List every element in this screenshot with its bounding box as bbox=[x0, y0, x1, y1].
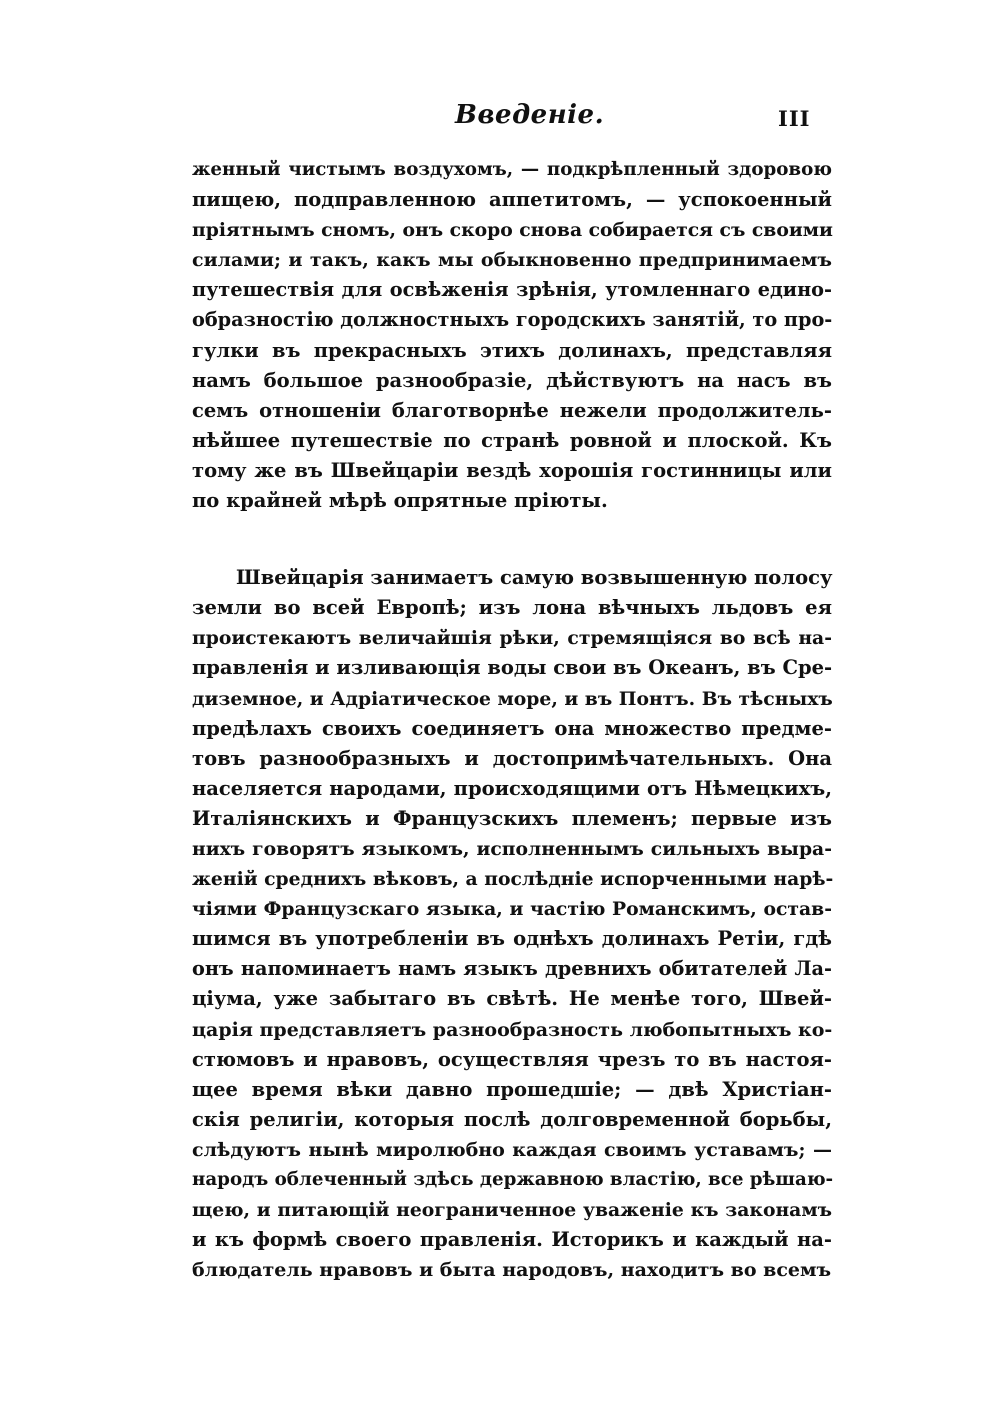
text-line: народъ облеченный здѣсь державною властію, все рѣшаю- bbox=[192, 1169, 834, 1190]
paragraph-switzerland bbox=[192, 563, 832, 1285]
text-line: предѣлахъ своихъ соединяетъ она множество предме- bbox=[192, 716, 832, 740]
text-line: скія религіи, которыя послѣ долговременной борьбы, bbox=[192, 1107, 832, 1131]
text-line: правленія и изливающія воды свои въ Океанъ, въ Сре- bbox=[192, 656, 833, 680]
text-line: товъ разнообразныхъ и достопримѣчательныхъ. Она bbox=[192, 746, 832, 770]
text-line: пріятнымъ сномъ, онъ скоро снова собирается съ своими bbox=[192, 219, 833, 242]
text-line: населяется народами, происходящими отъ Нѣмецкихъ, bbox=[192, 776, 832, 800]
text-line: намъ большое разнообразіе, дѣйствуютъ на насъ въ bbox=[192, 368, 832, 392]
text-line: щею, и питающій неограниченное уваженіе къ законамъ bbox=[192, 1199, 832, 1222]
text-line: по крайней мѣрѣ опрятные пріюты. bbox=[192, 489, 608, 513]
text-line: тому же въ Швейцаріи вездѣ хорошія гостинницы или bbox=[192, 458, 832, 482]
text-line: щее время вѣки давно прошедшіе; — двѣ Христіан- bbox=[192, 1077, 832, 1101]
text-line: нихъ говорятъ языкомъ, исполненнымъ сильныхъ выра- bbox=[192, 837, 832, 860]
paragraph-continued bbox=[192, 155, 832, 516]
text-line: чіями Французскаго языка, и частію Романскимъ, остав- bbox=[192, 898, 832, 921]
text-line: ціума, уже забытаго въ свѣтѣ. Не менѣе того, Швей- bbox=[192, 987, 832, 1011]
text-line: шимся въ употребленіи въ однѣхъ долинахъ Ретіи, гдѣ bbox=[192, 927, 832, 951]
text-line: земли во всей Европѣ; изъ лона вѣчныхъ льдовъ ея bbox=[192, 596, 832, 620]
text-line: стюмовъ и нравовъ, осуществляя чрезъ то въ настоя- bbox=[192, 1047, 832, 1071]
paragraph-spacer bbox=[192, 516, 832, 563]
text-line: нѣйшее путешествіе по странѣ ровной и плоской. Къ bbox=[192, 428, 832, 452]
text-line: образностію должностныхъ городскихъ занятій, то про- bbox=[192, 308, 833, 332]
text-line: слѣдуютъ нынѣ миролюбно каждая своимъ уставамъ; — bbox=[192, 1138, 832, 1161]
text-line: силами; и такъ, какъ мы обыкновенно предпринимаемъ bbox=[192, 249, 832, 272]
text-line: путешествія для освѣженія зрѣнія, утомленнаго едино- bbox=[192, 278, 832, 302]
page-number: III bbox=[778, 106, 811, 131]
page-header bbox=[0, 100, 1000, 144]
text-line: диземное, и Адріатическое море, и въ Понтъ. Въ тѣсныхъ bbox=[192, 687, 833, 710]
text-line: семъ отношеніи благотворнѣе нежели продолжитель- bbox=[192, 398, 832, 422]
text-line: пищею, подправленною аппетитомъ, — успокоенный bbox=[192, 188, 832, 212]
text-line: Швейцарія занимаетъ самую возвышенную полосу bbox=[236, 566, 833, 590]
text-line: Италіянскихъ и Французскихъ племенъ; первые изъ bbox=[192, 806, 832, 830]
text-line: женій среднихъ вѣковъ, а послѣдніе испорченными нарѣ- bbox=[192, 868, 834, 891]
text-line: женный чистымъ воздухомъ, — подкрѣпленный здоровою bbox=[192, 159, 832, 180]
text-line: онъ напоминаетъ намъ языкъ древнихъ обитателей Ла- bbox=[192, 957, 832, 981]
text-line: царія представляетъ разнообразность любопытныхъ ко- bbox=[192, 1018, 833, 1041]
text-line: блюдатель нравовъ и быта народовъ, находитъ во всемъ bbox=[192, 1259, 832, 1282]
running-title: Введеніе. bbox=[455, 100, 605, 130]
text-line: и къ формѣ своего правленія. Историкъ и каждый на- bbox=[192, 1228, 832, 1252]
text-line: гулки въ прекрасныхъ этихъ долинахъ, представляя bbox=[192, 338, 832, 362]
page-body bbox=[192, 155, 832, 1285]
text-line: проистекаютъ величайшія рѣки, стремящіяся во всѣ на- bbox=[192, 627, 832, 650]
